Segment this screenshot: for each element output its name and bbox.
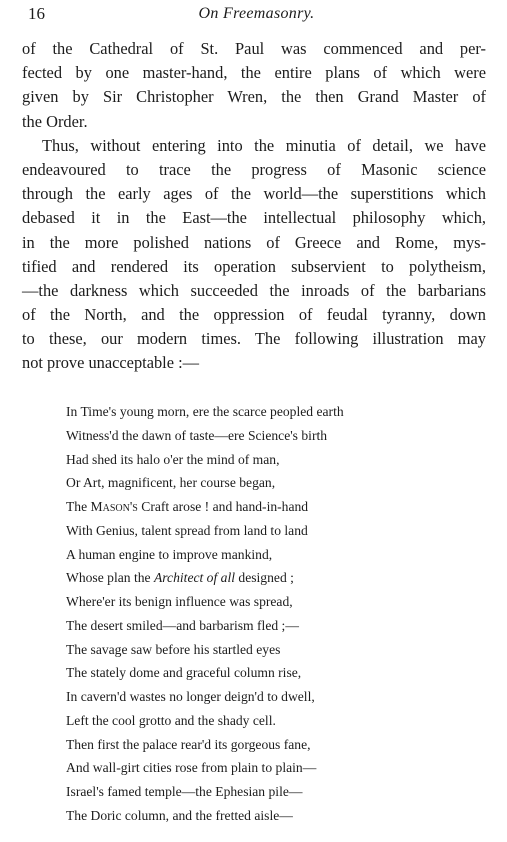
page-header xyxy=(28,4,485,28)
prose-line: —the darkness which succeeded the inroads of the barbarians xyxy=(22,280,486,300)
poem-line: Had shed its halo o'er the mind of man, xyxy=(66,451,280,467)
prose-line: tified and rendered its operation subservient to polytheism, xyxy=(22,256,486,276)
poem-line: Or Art, magnificent, her course began, xyxy=(66,475,276,491)
poem-line xyxy=(66,566,344,590)
poem xyxy=(66,400,344,828)
poem-text: Whose plan the xyxy=(66,570,154,586)
prose-line: the Order. xyxy=(22,111,88,131)
poem-line: The savage saw before his startled eyes xyxy=(66,641,281,657)
poem-text: Craft arose ! and hand-in-hand xyxy=(137,499,309,514)
poem-line: And wall-girt cities rose from plain to plain— xyxy=(66,760,317,776)
poem-text: The xyxy=(66,499,91,514)
prose-paragraphs xyxy=(22,37,486,376)
poem-line: Left the cool grotto and the shady cell. xyxy=(66,712,276,728)
poem-line: With Genius, talent spread from land to land xyxy=(66,522,308,538)
poem-italic-phrase: Architect of all xyxy=(153,570,236,586)
prose-line: not prove unacceptable :— xyxy=(22,353,200,373)
running-title: On Freemasonry. xyxy=(198,5,315,22)
prose-line: of the North, and the oppression of feudal tyranny, down xyxy=(22,305,486,325)
prose-line: given by Sir Christopher Wren, the then Grand Master of xyxy=(22,87,486,107)
prose-line: to these, our modern times. The following illustration may xyxy=(22,329,486,349)
poem-line: In cavern'd wastes no longer deign'd to dwell, xyxy=(66,689,315,704)
poem-line: The Doric column, and the fretted aisle— xyxy=(66,807,293,823)
poem-line: The stately dome and graceful column rise, xyxy=(66,665,302,681)
prose-line: of the Cathedral of St. Paul was commenced and per- xyxy=(22,39,486,58)
prose-line: in the more polished nations of Greece and Rome, mys- xyxy=(22,232,486,252)
poem-line xyxy=(66,495,344,519)
prose-line: fected by one master-hand, the entire plans of which were xyxy=(22,63,486,83)
poem-line: Witness'd the dawn of taste—ere Science's birth xyxy=(66,427,328,443)
poem-line: Israel's famed temple—the Ephesian pile— xyxy=(66,784,303,799)
prose-line: debased it in the East—the intellectual philosophy which, xyxy=(22,208,486,228)
poem-small-caps-word: Mason's xyxy=(90,499,138,514)
poem-line: In Time's young morn, ere the scarce peopled earth xyxy=(66,404,344,419)
poem-line: A human engine to improve mankind, xyxy=(66,546,273,562)
poem-text: designed ; xyxy=(235,570,294,586)
poem-line: Where'er its benign influence was spread, xyxy=(66,594,293,609)
poem-line: The desert smiled—and barbarism fled ;— xyxy=(66,617,299,633)
page-number: 16 xyxy=(28,4,45,23)
prose-line: through the early ages of the world—the superstitions which xyxy=(22,184,486,204)
poem-line: Then first the palace rear'd its gorgeous fane, xyxy=(66,736,311,752)
prose-line: endeavoured to trace the progress of Masonic science xyxy=(22,159,486,179)
prose-line: Thus, without entering into the minutia of detail, we have xyxy=(42,135,486,155)
